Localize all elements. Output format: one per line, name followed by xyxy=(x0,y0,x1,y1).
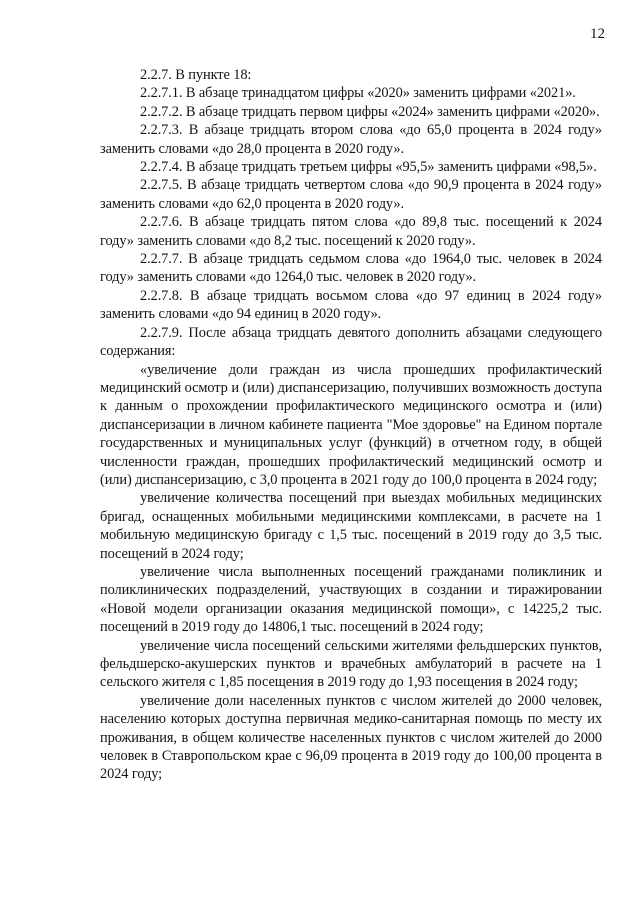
quoted-paragraph-polyclinic-visits: увеличение числа выполненных посещений гражданами поликлиник и поликлинических подразделений, участвующих в создании и тиражировании «Новой модели организации оказания медицинской помощи», с 14225,2 тыс. посещений в 2019 году до 14806,1 тыс. посещений в 2024 году; xyxy=(100,563,602,636)
paragraph-item-2-2-7-2: 2.2.7.2. В абзаце тридцать первом цифры «2024» заменить цифрами «2020». xyxy=(140,103,600,120)
paragraph-item-2-2-7-7: 2.2.7.7. В абзаце тридцать седьмом слова «до 1964,0 тыс. человек в 2024 году» заменить словами «до 1264,0 тыс. человек в 2020 году». xyxy=(100,251,602,286)
quoted-paragraph-share-of-citizens: «увеличение доли граждан из числа прошедших профилактический медицинский осмотр и (или) диспансеризацию, получивших возможность доступа к данным о прохождении профилактического медицинского осмотра и (или) диспансеризации в личном кабинете пациента "Мое здоровье" на Едином портале государственных и муниципальных услуг (функций) в отчетном году, в общей численности граждан, прошедших профилактический медицинский осмотр и (или) диспансеризацию, с 3,0 процента в 2021 году до 100,0 процента в 2024 году; xyxy=(100,361,602,488)
quoted-paragraph-rural-visits: увеличение числа посещений сельскими жителями фельдшерских пунктов, фельдшерско-акушерских пунктов и врачебных амбулаторий в расчете на 1 сельского жителя с 1,85 посещения в 2019 году до 1,93 посещения в 2024 году; xyxy=(100,637,602,691)
paragraph-item-2-2-7-9: 2.2.7.9. После абзаца тридцать девятого дополнить абзацами следующего содержания: xyxy=(100,324,602,360)
paragraph-item-2-2-7-6: 2.2.7.6. В абзаце тридцать пятом слова «до 89,8 тыс. посещений к 2024 году» заменить словами «до 8,2 тыс. посещений к 2020 году». xyxy=(100,214,602,249)
paragraph-item-2-2-7-4: 2.2.7.4. В абзаце тридцать третьем цифры «95,5» заменить цифрами «98,5». xyxy=(140,159,597,176)
paragraph-item-2-2-7-1: 2.2.7.1. В абзаце тринадцатом цифры «2020» заменить цифрами «2021». xyxy=(140,85,576,102)
quoted-paragraph-settlements-share: увеличение доли населенных пунктов с числом жителей до 2000 человек, населению которых доступна первичная медико-санитарная помощь по месту их проживания, в общем количестве населенных пунктов с числом жителей до 2000 человек в Ставропольском крае с 96,09 процента в 2019 году до 100,00 процента в 2024 году; xyxy=(100,692,602,783)
paragraph-item-2-2-7-8: 2.2.7.8. В абзаце тридцать восьмом слова «до 97 единиц в 2024 году» заменить словами «до 94 единиц в 2020 году». xyxy=(100,287,602,323)
page-number: 12 xyxy=(590,26,605,42)
quoted-paragraph-mobile-brigades: увеличение количества посещений при выездах мобильных медицинских бригад, оснащенных мобильными медицинскими комплексами, в расчете на 1 мобильную медицинскую бригаду с 1,5 тыс. посещений в 2019 году до 3,5 тыс. посещений в 2024 году; xyxy=(100,490,602,562)
paragraph-item-2-2-7-3: 2.2.7.3. В абзаце тридцать втором слова «до 65,0 процента в 2024 году» заменить словами «до 28,0 процента в 2020 году». xyxy=(100,122,602,157)
paragraph-item-2-2-7-5: 2.2.7.5. В абзаце тридцать четвертом слова «до 90,9 процента в 2024 году» заменить словами «до 62,0 процента в 2020 году». xyxy=(100,177,602,212)
document-body xyxy=(100,66,602,784)
paragraph-item-2-2-7: 2.2.7. В пункте 18: xyxy=(140,67,252,83)
